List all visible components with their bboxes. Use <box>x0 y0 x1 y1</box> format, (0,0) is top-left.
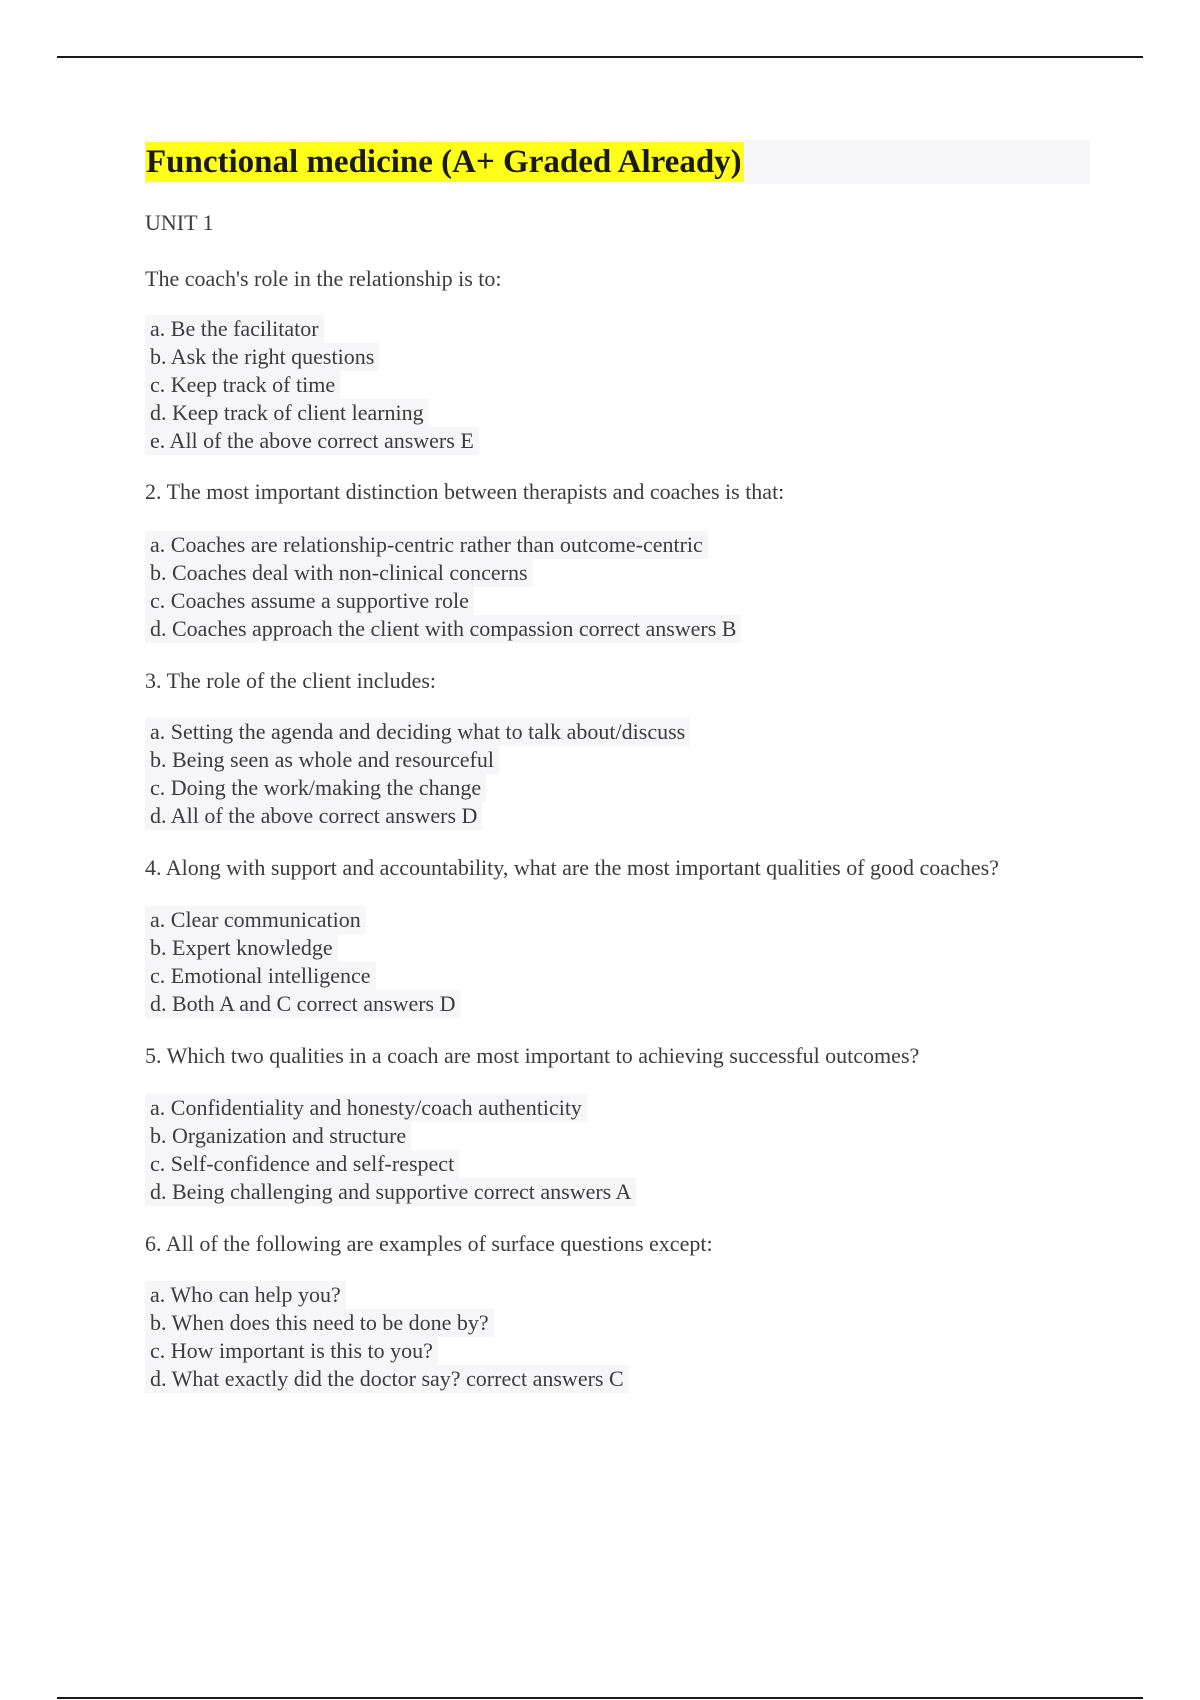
option-item <box>145 990 1090 1018</box>
question-options <box>145 1281 1090 1393</box>
question-text: The coach's role in the relationship is to: <box>145 266 502 291</box>
option-text: b. Coaches deal with non-clinical concerns <box>145 559 533 587</box>
option-text: b. Ask the right questions <box>145 343 379 371</box>
option-item <box>145 906 1090 934</box>
question-text: 5. Which two qualities in a coach are most important to achieving successful outcomes? <box>145 1043 920 1068</box>
question-6 <box>145 1231 1090 1393</box>
question-options <box>145 718 1090 830</box>
option-text: a. Coaches are relationship-centric rather than outcome-centric <box>145 531 708 559</box>
question-text: 4. Along with support and accountability, what are the most important qualities of good coaches? <box>145 855 999 880</box>
question-1 <box>145 266 1090 455</box>
option-item <box>145 934 1090 962</box>
option-text: c. Keep track of time <box>145 371 340 399</box>
option-item <box>145 315 1090 343</box>
question-5 <box>145 1043 1090 1206</box>
option-item <box>145 615 1090 643</box>
question-options <box>145 1094 1090 1206</box>
option-item <box>145 746 1090 774</box>
option-item <box>145 1150 1090 1178</box>
option-text: c. Doing the work/making the change <box>145 774 486 802</box>
option-item <box>145 718 1090 746</box>
question-text: 2. The most important distinction between therapists and coaches is that: <box>145 479 785 504</box>
unit-heading: UNIT 1 <box>145 210 214 235</box>
option-item <box>145 1281 1090 1309</box>
option-text: c. How important is this to you? <box>145 1337 438 1365</box>
option-text: c. Coaches assume a supportive role <box>145 587 474 615</box>
bottom-rule <box>57 1697 1143 1699</box>
option-item <box>145 531 1090 559</box>
option-item <box>145 1337 1090 1365</box>
option-text: d. All of the above correct answers D <box>145 802 482 830</box>
option-item <box>145 427 1090 455</box>
option-item <box>145 1122 1090 1150</box>
option-item <box>145 962 1090 990</box>
option-text: a. Confidentiality and honesty/coach authenticity <box>145 1094 587 1122</box>
option-item <box>145 559 1090 587</box>
question-options <box>145 315 1090 455</box>
question-4 <box>145 855 1090 1018</box>
document-body <box>145 140 1090 1393</box>
option-text: b. Being seen as whole and resourceful <box>145 746 499 774</box>
question-3 <box>145 668 1090 830</box>
question-options <box>145 531 1090 643</box>
option-text: b. Organization and structure <box>145 1122 411 1150</box>
document-title: Functional medicine (A+ Graded Already) <box>146 144 742 180</box>
option-text: d. Being challenging and supportive correct answers A <box>145 1178 636 1206</box>
question-text: 3. The role of the client includes: <box>145 668 437 693</box>
option-item <box>145 399 1090 427</box>
question-2 <box>145 479 1090 643</box>
option-item <box>145 343 1090 371</box>
option-item <box>145 1094 1090 1122</box>
option-text: a. Clear communication <box>145 906 366 934</box>
option-text: d. Keep track of client learning <box>145 399 429 427</box>
option-text: a. Setting the agenda and deciding what to talk about/discuss <box>145 718 690 746</box>
option-item <box>145 587 1090 615</box>
option-item <box>145 371 1090 399</box>
option-item <box>145 802 1090 830</box>
option-text: c. Emotional intelligence <box>145 962 376 990</box>
option-item <box>145 1309 1090 1337</box>
option-item <box>145 1365 1090 1393</box>
option-item <box>145 1178 1090 1206</box>
option-text: e. All of the above correct answers E <box>145 427 479 455</box>
title-band <box>145 140 1090 184</box>
option-text: d. Both A and C correct answers D <box>145 990 461 1018</box>
option-text: b. When does this need to be done by? <box>145 1309 494 1337</box>
option-text: d. What exactly did the doctor say? correct answers C <box>145 1365 629 1393</box>
option-text: b. Expert knowledge <box>145 934 338 962</box>
option-item <box>145 774 1090 802</box>
option-text: d. Coaches approach the client with compassion correct answers B <box>145 615 741 643</box>
option-text: a. Be the facilitator <box>145 315 324 343</box>
top-rule <box>57 56 1143 58</box>
option-text: a. Who can help you? <box>145 1281 346 1309</box>
option-text: c. Self-confidence and self-respect <box>145 1150 459 1178</box>
question-options <box>145 906 1090 1018</box>
question-text: 6. All of the following are examples of surface questions except: <box>145 1231 713 1256</box>
